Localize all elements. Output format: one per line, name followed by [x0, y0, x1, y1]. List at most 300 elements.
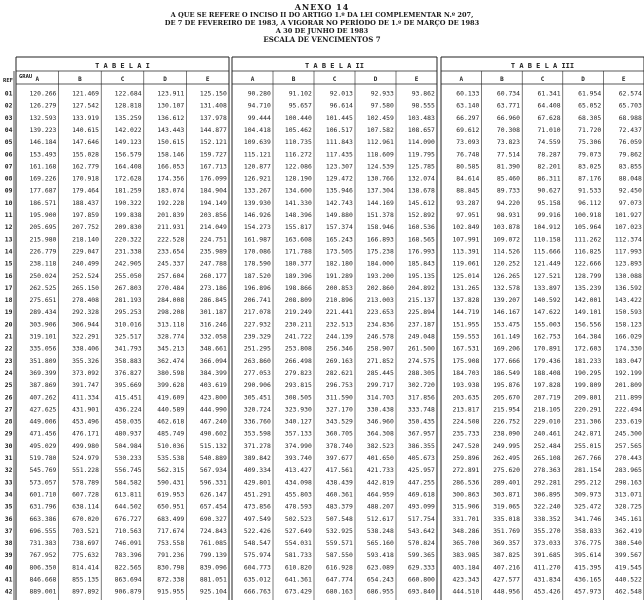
table-cell: 362.474	[157, 356, 185, 365]
table-cell: 215.980	[29, 235, 57, 244]
table-3-title: T A B E L A III	[510, 62, 575, 70]
table-cell: 364.308	[366, 429, 394, 438]
table-cell: 192.199	[614, 368, 642, 377]
table-cell: 127.542	[72, 101, 99, 110]
table-cell: 132.593	[29, 113, 57, 122]
table-cell: 413.427	[284, 466, 312, 475]
table-2-title: T A B E L A II	[304, 62, 365, 70]
table-cell: 76.059	[618, 138, 642, 147]
table-cell: 279.823	[284, 368, 312, 377]
table-cell: 151.955	[452, 320, 480, 329]
table-cell: 127.521	[533, 271, 561, 280]
scale-title: ESCALA DE VENCIMENTOS 7	[263, 35, 381, 44]
table-cell: 448.956	[493, 587, 520, 596]
table-cell: 407.262	[29, 393, 57, 402]
table-2-grade-c: C	[332, 76, 337, 83]
table-cell: 274.575	[407, 356, 435, 365]
table-cell: 399.628	[157, 381, 185, 390]
table-cell: 775.632	[72, 551, 99, 560]
table-cell: 161.168	[29, 162, 57, 171]
table-cell: 395.669	[114, 381, 142, 390]
table-cell: 139.207	[493, 296, 520, 305]
table-cell: 97.951	[456, 211, 480, 219]
table-cell: 231.306	[574, 417, 602, 426]
table-cell: 128.818	[114, 101, 142, 110]
table-cell: 261.500	[407, 344, 435, 353]
table-cell: 327.170	[325, 405, 353, 414]
table-cell: 138.678	[407, 186, 435, 195]
table-cell: 302.720	[407, 381, 435, 390]
table-cell: 171.788	[284, 247, 312, 256]
header-line-2: DE 7 DE FEVEREIRO DE 1983, A VIGORAR NO PERÍODO DE 1.º DE MARÇO DE 1983	[164, 19, 480, 27]
table-cell: 175.908	[452, 356, 480, 365]
table-cell: 281.193	[114, 296, 142, 305]
table-cell: 654.243	[366, 575, 394, 584]
table-cell: 143.422	[614, 296, 642, 305]
table-cell: 565.160	[366, 539, 394, 548]
table-cell: 881.051	[199, 575, 227, 584]
table-cell: 263.860	[243, 356, 271, 365]
ref-number: 33	[4, 478, 13, 487]
table-cell: 234.836	[366, 320, 394, 329]
table-cell: 429.801	[243, 478, 271, 487]
table-cell: 139.930	[243, 198, 271, 207]
table-cell: 319.101	[29, 332, 57, 341]
table-cell: 144.719	[452, 308, 480, 317]
table-cell: 249.048	[407, 332, 435, 341]
table-cell: 165.243	[325, 235, 353, 244]
table-cell: 556.745	[114, 466, 142, 475]
table-cell: 233.654	[157, 247, 185, 256]
table-cell: 84.614	[456, 174, 480, 183]
table-cell: 208.809	[284, 296, 312, 305]
table-cell: 411.334	[72, 393, 99, 402]
table-cell: 767.952	[29, 551, 57, 560]
table-cell: 156.579	[114, 150, 142, 159]
table-cell: 338.352	[533, 514, 561, 523]
table-cell: 473.856	[243, 502, 271, 511]
table-cell: 238.090	[493, 429, 520, 438]
table-cell: 599.365	[407, 551, 435, 560]
table-cell: 192.228	[157, 198, 185, 207]
table-cell: 415.451	[114, 393, 142, 402]
table-cell: 453.426	[533, 587, 561, 596]
table-cell: 199.838	[114, 211, 142, 219]
table-cell: 221.441	[325, 308, 353, 317]
table-cell: 203.856	[199, 211, 227, 219]
ref-number: 15	[4, 259, 13, 268]
table-cell: 328.725	[614, 502, 642, 511]
table-cell: 116.825	[574, 247, 602, 256]
table-cell: 517.754	[407, 514, 435, 523]
table-cell: 177.687	[29, 186, 57, 195]
table-cell: 559.571	[325, 539, 353, 548]
table-cell: 322.240	[533, 502, 561, 511]
table-cell: 199.809	[574, 381, 602, 390]
table-cell: 176.099	[199, 174, 227, 183]
table-cell: 95.657	[288, 101, 312, 110]
table-cell: 570.824	[407, 539, 435, 548]
table-cell: 114.090	[407, 138, 435, 147]
ref-number: 17	[4, 283, 13, 292]
table-cell: 846.668	[29, 575, 57, 584]
table-cell: 125.785	[407, 162, 435, 171]
table-cell: 507.548	[325, 514, 353, 523]
table-cell: 247.520	[452, 441, 480, 450]
table-cell: 241.722	[284, 332, 312, 341]
table-cell: 188.408	[533, 368, 561, 377]
table-cell: 239.329	[243, 332, 271, 341]
table-cell: 301.187	[199, 308, 227, 317]
table-cell: 96.112	[578, 198, 602, 207]
table-cell: 63.140	[456, 101, 480, 110]
table-cell: 277.053	[243, 368, 271, 377]
table-cell: 746.091	[114, 539, 142, 548]
ref-number: 24	[4, 368, 13, 377]
table-cell: 102.459	[366, 113, 394, 122]
table-cell: 251.295	[243, 344, 271, 353]
table-cell: 133.919	[72, 113, 99, 122]
table-cell: 462.548	[614, 587, 642, 596]
table-cell: 266.498	[284, 356, 312, 365]
table-cell: 73.823	[496, 138, 520, 147]
table-cell: 189.396	[284, 271, 312, 280]
table-1-title: T A B E L A I	[95, 62, 150, 70]
table-cell: 183.074	[157, 186, 185, 195]
table-cell: 233.619	[614, 417, 642, 426]
table-cell: 397.677	[325, 454, 353, 462]
table-cell: 320.724	[243, 405, 271, 414]
table-cell: 799.139	[199, 551, 227, 560]
table-3-grade-e: E	[621, 76, 626, 83]
table-cell: 419.545	[614, 563, 642, 572]
table-cell: 374.990	[284, 441, 312, 450]
table-cell: 150.615	[157, 138, 185, 147]
table-3-grade-d: D	[581, 76, 585, 83]
table-cell: 409.334	[243, 466, 271, 475]
table-cell: 313.118	[157, 320, 185, 329]
ref-number: 29	[4, 429, 13, 438]
table-cell: 217.078	[243, 308, 271, 317]
table-cell: 267.766	[574, 454, 602, 462]
ref-number: 08	[4, 174, 13, 183]
table-cell: 336.760	[243, 417, 271, 426]
table-cell: 167.713	[199, 162, 227, 171]
table-cell: 262.495	[493, 454, 520, 462]
table-cell: 183.047	[614, 356, 642, 365]
table-cell: 360.705	[325, 429, 353, 438]
table-cell: 174.330	[614, 344, 642, 353]
table-cell: 249.995	[493, 441, 520, 450]
table-cell: 673.429	[284, 587, 312, 596]
table-cell: 345.213	[157, 344, 185, 353]
table-cell: 415.395	[574, 563, 602, 572]
table-cell: 162.779	[72, 162, 99, 171]
table-cell: 527.649	[284, 526, 312, 535]
table-cell: 99.916	[537, 211, 561, 219]
table-cell: 863.694	[114, 575, 142, 584]
table-cell: 82.201	[537, 162, 561, 171]
table-cell: 103.878	[493, 223, 520, 232]
table-cell: 131.408	[199, 101, 227, 110]
table-cell: 181.233	[574, 356, 602, 365]
table-cell: 137.828	[452, 296, 480, 305]
table-cell: 123.893	[614, 259, 642, 268]
table-cell: 250.024	[29, 271, 57, 280]
table-cell: 325.517	[114, 332, 142, 341]
table-cell: 120.877	[243, 162, 271, 171]
table-cell: 383.985	[452, 551, 480, 560]
table-cell: 226.779	[29, 247, 57, 256]
table-2-grade-a: A	[250, 76, 255, 83]
table-cell: 353.598	[243, 429, 271, 438]
table-cell: 109.639	[243, 138, 271, 147]
table-cell: 317.856	[407, 393, 435, 402]
table-cell: 270.484	[157, 283, 185, 292]
table-cell: 451.291	[243, 490, 271, 499]
table-cell: 290.906	[243, 381, 271, 390]
table-2-grade-b: B	[291, 76, 296, 83]
table-cell: 303.871	[493, 490, 520, 499]
table-cell: 220.322	[114, 235, 142, 244]
table-cell: 66.960	[496, 113, 520, 122]
ref-number: 42	[4, 587, 13, 596]
ref-number: 09	[4, 186, 13, 195]
table-cell: 155.817	[284, 223, 312, 232]
table-cell: 338.406	[72, 344, 99, 353]
table-cell: 97.580	[370, 101, 394, 110]
table-cell: 153.493	[29, 150, 57, 159]
table-cell: 121.449	[533, 259, 561, 268]
table-cell: 78.287	[537, 150, 561, 159]
table-cell: 205.670	[493, 393, 520, 402]
table-cell: 218.140	[72, 235, 99, 244]
table-cell: 184.000	[366, 259, 394, 268]
table-cell: 522.426	[243, 526, 271, 535]
table-cell: 169.226	[29, 174, 57, 183]
table-cell: 670.020	[72, 514, 99, 523]
table-cell: 141.330	[284, 198, 312, 207]
table-cell: 237.187	[407, 320, 435, 329]
table-cell: 150.593	[614, 308, 642, 317]
table-cell: 596.331	[199, 478, 227, 487]
table-cell: 386.355	[407, 441, 435, 450]
table-cell: 142.001	[574, 296, 602, 305]
table-cell: 314.703	[366, 393, 394, 402]
table-cell: 130.107	[157, 101, 185, 110]
table-cell: 442.819	[366, 478, 394, 487]
table-cell: 207.752	[72, 223, 99, 232]
table-cell: 257.565	[614, 441, 642, 450]
table-cell: 137.304	[366, 186, 394, 195]
table-cell: 467.240	[199, 417, 227, 426]
table-cell: 453.496	[72, 417, 99, 426]
table-cell: 207.719	[533, 393, 561, 402]
table-cell: 133.267	[243, 186, 271, 195]
table-cell: 60.734	[496, 89, 520, 98]
ref-number: 07	[4, 162, 13, 171]
table-cell: 74.559	[537, 138, 561, 147]
table-cell: 680.163	[325, 587, 353, 596]
table-cell: 110.158	[533, 235, 561, 244]
table-cell: 115.121	[243, 150, 271, 159]
table-cell: 186.571	[29, 198, 57, 207]
table-cell: 619.953	[157, 490, 185, 499]
table-cell: 161.149	[493, 332, 520, 341]
table-cell: 272.891	[452, 466, 480, 475]
table-cell: 130.088	[614, 271, 642, 280]
table-cell: 156.556	[574, 320, 602, 329]
salary-scale-tables	[0, 54, 644, 600]
table-cell: 190.295	[574, 368, 602, 377]
table-cell: 168.565	[407, 235, 435, 244]
table-cell: 567.934	[199, 466, 227, 475]
table-cell: 431.834	[533, 575, 561, 584]
table-cell: 193.200	[366, 271, 394, 280]
table-cell: 512.617	[366, 514, 394, 523]
table-cell: 252.524	[72, 271, 99, 280]
ref-number: 05	[4, 138, 13, 147]
table-cell: 328.774	[157, 332, 185, 341]
table-cell: 644.502	[114, 502, 142, 511]
table-cell: 179.464	[72, 186, 99, 195]
table-cell: 530.233	[114, 454, 142, 462]
table-cell: 252.484	[533, 441, 561, 450]
table-cell: 89.733	[496, 186, 520, 195]
table-cell: 613.811	[114, 490, 142, 499]
table-cell: 355.270	[533, 526, 561, 535]
table-cell: 60.133	[456, 89, 480, 98]
table-cell: 647.774	[325, 575, 353, 584]
table-cell: 197.859	[72, 211, 99, 219]
table-cell: 154.273	[243, 223, 271, 232]
table-cell: 172.628	[114, 174, 142, 183]
table-cell: 245.300	[614, 429, 642, 438]
table-cell: 457.973	[574, 587, 602, 596]
table-cell: 676.727	[114, 514, 142, 523]
table-cell: 86.311	[537, 174, 561, 183]
table-cell: 401.650	[366, 454, 394, 462]
table-cell: 140.615	[72, 125, 99, 134]
table-cell: 173.505	[325, 247, 353, 256]
ref-number: 01	[4, 89, 13, 98]
table-cell: 436.165	[574, 575, 602, 584]
table-cell: 121.469	[72, 89, 99, 98]
table-cell: 140.592	[533, 296, 561, 305]
table-cell: 690.327	[199, 514, 227, 523]
table-cell: 93.287	[456, 198, 480, 207]
ref-number: 38	[4, 539, 13, 548]
table-cell: 152.892	[407, 211, 435, 219]
table-cell: 362.419	[614, 526, 642, 535]
table-cell: 423.343	[452, 575, 480, 584]
table-cell: 129.472	[325, 174, 353, 183]
table-cell: 340.127	[284, 417, 312, 426]
table-cell: 75.306	[578, 138, 602, 147]
table-cell: 99.444	[247, 113, 271, 122]
table-cell: 163.608	[284, 235, 312, 244]
table-cell: 211.899	[614, 393, 642, 402]
table-cell: 267.803	[114, 283, 142, 292]
table-cell: 447.255	[407, 478, 435, 487]
table-cell: 122.666	[574, 259, 602, 268]
table-cell: 186.549	[493, 368, 520, 377]
table-cell: 830.798	[157, 563, 185, 572]
ref-number: 04	[4, 125, 13, 134]
table-cell: 535.538	[157, 454, 185, 462]
table-cell: 153.475	[493, 320, 520, 329]
table-cell: 393.740	[284, 454, 312, 462]
table-cell: 275.651	[29, 296, 57, 305]
table-cell: 210.896	[325, 296, 353, 305]
table-cell: 350.435	[407, 417, 435, 426]
table-cell: 288.305	[407, 368, 435, 377]
table-cell: 167.531	[452, 344, 480, 353]
table-cell: 335.056	[29, 344, 57, 353]
table-cell: 139.223	[29, 125, 57, 134]
table-cell: 164.384	[574, 332, 602, 341]
table-cell: 211.931	[157, 223, 185, 232]
table-cell: 380.540	[614, 539, 642, 548]
table-cell: 532.925	[325, 526, 353, 535]
table-cell: 136.612	[157, 113, 185, 122]
table-cell: 159.553	[452, 332, 480, 341]
table-cell: 101.445	[325, 113, 353, 122]
table-cell: 94.710	[247, 101, 271, 110]
table-1-grade-c: C	[120, 76, 125, 83]
table-cell: 483.379	[325, 502, 353, 511]
table-cell: 164.408	[114, 162, 142, 171]
table-cell: 242.905	[114, 259, 142, 268]
table-cell: 229.047	[72, 247, 99, 256]
table-cell: 378.740	[325, 441, 353, 450]
table-cell: 182.180	[325, 259, 353, 268]
ref-number: 25	[4, 381, 13, 390]
table-cell: 822.565	[114, 563, 142, 572]
table-cell: 460.361	[325, 490, 353, 499]
table-cell: 384.399	[199, 368, 227, 377]
table-cell: 105.462	[284, 125, 312, 134]
table-cell: 855.135	[72, 575, 99, 584]
table-cell: 205.695	[29, 223, 57, 232]
table-cell: 545.769	[29, 466, 57, 475]
annex-title: ANEXO 14	[294, 2, 350, 12]
table-cell: 270.443	[614, 454, 642, 462]
table-cell: 179.436	[533, 356, 561, 365]
table-cell: 126.279	[29, 101, 57, 110]
table-cell: 616.928	[325, 563, 353, 572]
table-cell: 299.717	[366, 381, 394, 390]
table-cell: 303.906	[29, 320, 57, 329]
ref-number: 12	[4, 223, 13, 232]
table-cell: 63.771	[496, 101, 520, 110]
table-cell: 417.561	[325, 466, 353, 475]
table-cell: 159.727	[199, 150, 227, 159]
table-cell: 296.753	[325, 381, 353, 390]
table-cell: 222.494	[614, 405, 642, 414]
ref-number: 37	[4, 526, 13, 535]
table-cell: 469.618	[407, 490, 435, 499]
table-cell: 411.270	[533, 563, 561, 572]
table-cell: 70.308	[496, 125, 520, 134]
table-cell: 562.315	[157, 466, 185, 475]
table-cell: 161.987	[243, 235, 271, 244]
table-cell: 69.612	[456, 125, 480, 134]
ref-number: 10	[4, 198, 13, 207]
table-1-grade-e: E	[205, 76, 210, 83]
table-cell: 158.946	[366, 223, 394, 232]
table-cell: 61.954	[578, 89, 602, 98]
